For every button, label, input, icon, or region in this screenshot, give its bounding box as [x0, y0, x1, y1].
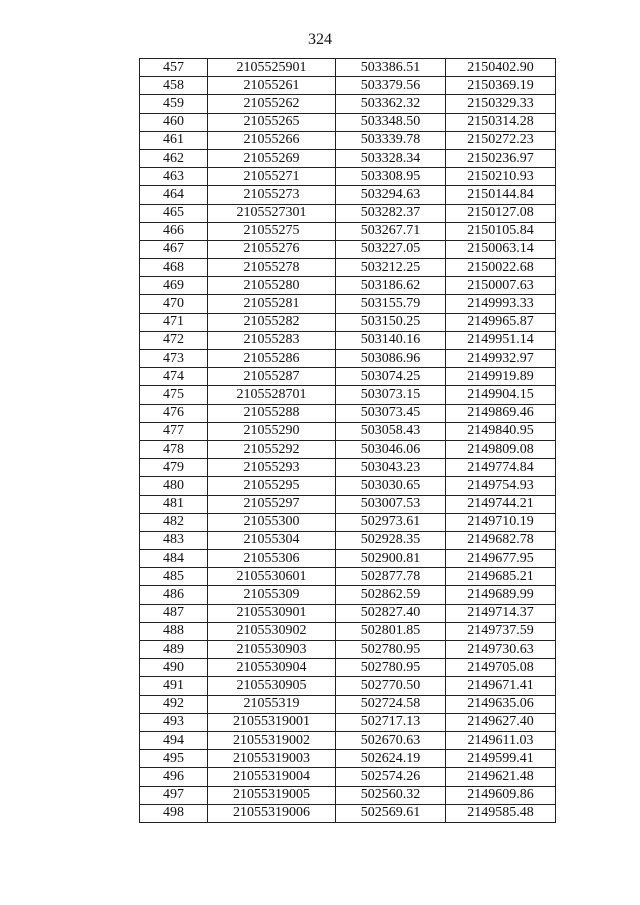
x-coordinate-cell: 503073.15: [336, 386, 446, 404]
y-coordinate-cell: 2149609.86: [446, 786, 556, 804]
row-number-cell: 473: [140, 350, 208, 368]
point-id-cell: 21055295: [208, 477, 336, 495]
point-id-cell: 2105530601: [208, 568, 336, 586]
x-coordinate-cell: 502780.95: [336, 659, 446, 677]
y-coordinate-cell: 2149754.93: [446, 477, 556, 495]
row-number-cell: 481: [140, 495, 208, 513]
row-number-cell: 493: [140, 713, 208, 731]
x-coordinate-cell: 503362.32: [336, 95, 446, 113]
x-coordinate-cell: 502900.81: [336, 550, 446, 568]
point-id-cell: 21055292: [208, 440, 336, 458]
x-coordinate-cell: 503227.05: [336, 240, 446, 258]
x-coordinate-cell: 502770.50: [336, 677, 446, 695]
point-id-cell: 21055280: [208, 277, 336, 295]
y-coordinate-cell: 2149689.99: [446, 586, 556, 604]
x-coordinate-cell: 503294.63: [336, 186, 446, 204]
row-number-cell: 468: [140, 259, 208, 277]
point-id-cell: 21055319002: [208, 731, 336, 749]
row-number-cell: 480: [140, 477, 208, 495]
x-coordinate-cell: 502560.32: [336, 786, 446, 804]
point-id-cell: 21055281: [208, 295, 336, 313]
table-row: [140, 404, 556, 422]
y-coordinate-cell: 2150314.28: [446, 113, 556, 131]
point-id-cell: 21055276: [208, 240, 336, 258]
table-row: [140, 77, 556, 95]
row-number-cell: 466: [140, 222, 208, 240]
table-row: [140, 768, 556, 786]
row-number-cell: 484: [140, 550, 208, 568]
table-row: [140, 313, 556, 331]
x-coordinate-cell: 503386.51: [336, 59, 446, 77]
y-coordinate-cell: 2149714.37: [446, 604, 556, 622]
x-coordinate-cell: 502574.26: [336, 768, 446, 786]
table-row: [140, 186, 556, 204]
point-id-cell: 21055288: [208, 404, 336, 422]
point-id-cell: 21055287: [208, 368, 336, 386]
table-row: [140, 386, 556, 404]
x-coordinate-cell: 503379.56: [336, 77, 446, 95]
point-id-cell: 2105530901: [208, 604, 336, 622]
x-coordinate-cell: 502724.58: [336, 695, 446, 713]
point-id-cell: 21055319005: [208, 786, 336, 804]
point-id-cell: 2105530903: [208, 641, 336, 659]
point-id-cell: 21055265: [208, 113, 336, 131]
row-number-cell: 497: [140, 786, 208, 804]
coordinates-table-body: [140, 59, 556, 823]
y-coordinate-cell: 2150402.90: [446, 59, 556, 77]
row-number-cell: 492: [140, 695, 208, 713]
row-number-cell: 479: [140, 459, 208, 477]
x-coordinate-cell: 502801.85: [336, 622, 446, 640]
y-coordinate-cell: 2149774.84: [446, 459, 556, 477]
x-coordinate-cell: 503282.37: [336, 204, 446, 222]
row-number-cell: 487: [140, 604, 208, 622]
table-row: [140, 786, 556, 804]
row-number-cell: 476: [140, 404, 208, 422]
y-coordinate-cell: 2150329.33: [446, 95, 556, 113]
table-row: [140, 659, 556, 677]
y-coordinate-cell: 2149737.59: [446, 622, 556, 640]
row-number-cell: 489: [140, 641, 208, 659]
point-id-cell: 2105530902: [208, 622, 336, 640]
point-id-cell: 21055262: [208, 95, 336, 113]
y-coordinate-cell: 2150007.63: [446, 277, 556, 295]
y-coordinate-cell: 2150236.97: [446, 149, 556, 167]
point-id-cell: 21055304: [208, 531, 336, 549]
x-coordinate-cell: 502670.63: [336, 731, 446, 749]
point-id-cell: 21055261: [208, 77, 336, 95]
x-coordinate-cell: 503074.25: [336, 368, 446, 386]
y-coordinate-cell: 2149677.95: [446, 550, 556, 568]
x-coordinate-cell: 503186.62: [336, 277, 446, 295]
row-number-cell: 490: [140, 659, 208, 677]
table-row: [140, 677, 556, 695]
y-coordinate-cell: 2149809.08: [446, 440, 556, 458]
point-id-cell: 21055319006: [208, 804, 336, 822]
row-number-cell: 494: [140, 731, 208, 749]
table-row: [140, 350, 556, 368]
y-coordinate-cell: 2149744.21: [446, 495, 556, 513]
table-row: [140, 477, 556, 495]
y-coordinate-cell: 2150127.08: [446, 204, 556, 222]
table-row: [140, 59, 556, 77]
point-id-cell: 2105530905: [208, 677, 336, 695]
x-coordinate-cell: 503073.45: [336, 404, 446, 422]
y-coordinate-cell: 2149682.78: [446, 531, 556, 549]
point-id-cell: 2105527301: [208, 204, 336, 222]
y-coordinate-cell: 2149951.14: [446, 331, 556, 349]
row-number-cell: 474: [140, 368, 208, 386]
y-coordinate-cell: 2149904.15: [446, 386, 556, 404]
row-number-cell: 483: [140, 531, 208, 549]
point-id-cell: 21055278: [208, 259, 336, 277]
coordinates-table: [139, 58, 556, 823]
x-coordinate-cell: 503140.16: [336, 331, 446, 349]
x-coordinate-cell: 503007.53: [336, 495, 446, 513]
row-number-cell: 460: [140, 113, 208, 131]
table-row: [140, 259, 556, 277]
row-number-cell: 458: [140, 77, 208, 95]
table-row: [140, 531, 556, 549]
row-number-cell: 495: [140, 750, 208, 768]
x-coordinate-cell: 503046.06: [336, 440, 446, 458]
point-id-cell: 21055275: [208, 222, 336, 240]
table-row: [140, 604, 556, 622]
x-coordinate-cell: 503339.78: [336, 131, 446, 149]
row-number-cell: 469: [140, 277, 208, 295]
row-number-cell: 467: [140, 240, 208, 258]
y-coordinate-cell: 2149585.48: [446, 804, 556, 822]
y-coordinate-cell: 2149869.46: [446, 404, 556, 422]
x-coordinate-cell: 502973.61: [336, 513, 446, 531]
x-coordinate-cell: 503058.43: [336, 422, 446, 440]
y-coordinate-cell: 2149611.03: [446, 731, 556, 749]
row-number-cell: 459: [140, 95, 208, 113]
table-row: [140, 240, 556, 258]
table-row: [140, 331, 556, 349]
point-id-cell: 21055319004: [208, 768, 336, 786]
x-coordinate-cell: 503150.25: [336, 313, 446, 331]
x-coordinate-cell: 503267.71: [336, 222, 446, 240]
point-id-cell: 21055300: [208, 513, 336, 531]
row-number-cell: 463: [140, 168, 208, 186]
row-number-cell: 491: [140, 677, 208, 695]
table-row: [140, 750, 556, 768]
table-row: [140, 731, 556, 749]
x-coordinate-cell: 502569.61: [336, 804, 446, 822]
table-row: [140, 440, 556, 458]
x-coordinate-cell: 502862.59: [336, 586, 446, 604]
table-row: [140, 368, 556, 386]
x-coordinate-cell: 503212.25: [336, 259, 446, 277]
row-number-cell: 486: [140, 586, 208, 604]
point-id-cell: 2105530904: [208, 659, 336, 677]
point-id-cell: 21055290: [208, 422, 336, 440]
row-number-cell: 462: [140, 149, 208, 167]
table-row: [140, 168, 556, 186]
x-coordinate-cell: 502780.95: [336, 641, 446, 659]
x-coordinate-cell: 503348.50: [336, 113, 446, 131]
y-coordinate-cell: 2149730.63: [446, 641, 556, 659]
row-number-cell: 482: [140, 513, 208, 531]
point-id-cell: 21055319: [208, 695, 336, 713]
y-coordinate-cell: 2149710.19: [446, 513, 556, 531]
table-row: [140, 513, 556, 531]
point-id-cell: 21055319001: [208, 713, 336, 731]
table-row: [140, 222, 556, 240]
table-row: [140, 586, 556, 604]
table-row: [140, 277, 556, 295]
x-coordinate-cell: 503030.65: [336, 477, 446, 495]
row-number-cell: 470: [140, 295, 208, 313]
y-coordinate-cell: 2149919.89: [446, 368, 556, 386]
y-coordinate-cell: 2149599.41: [446, 750, 556, 768]
x-coordinate-cell: 503086.96: [336, 350, 446, 368]
point-id-cell: 2105525901: [208, 59, 336, 77]
x-coordinate-cell: 502717.13: [336, 713, 446, 731]
row-number-cell: 485: [140, 568, 208, 586]
table-row: [140, 804, 556, 822]
point-id-cell: 21055286: [208, 350, 336, 368]
row-number-cell: 471: [140, 313, 208, 331]
point-id-cell: 21055319003: [208, 750, 336, 768]
row-number-cell: 488: [140, 622, 208, 640]
y-coordinate-cell: 2150144.84: [446, 186, 556, 204]
table-row: [140, 622, 556, 640]
x-coordinate-cell: 502877.78: [336, 568, 446, 586]
table-row: [140, 459, 556, 477]
table-row: [140, 422, 556, 440]
point-id-cell: 2105528701: [208, 386, 336, 404]
table-row: [140, 95, 556, 113]
y-coordinate-cell: 2150210.93: [446, 168, 556, 186]
y-coordinate-cell: 2149965.87: [446, 313, 556, 331]
y-coordinate-cell: 2150063.14: [446, 240, 556, 258]
y-coordinate-cell: 2149705.08: [446, 659, 556, 677]
y-coordinate-cell: 2149671.41: [446, 677, 556, 695]
y-coordinate-cell: 2149840.95: [446, 422, 556, 440]
table-row: [140, 550, 556, 568]
point-id-cell: 21055306: [208, 550, 336, 568]
row-number-cell: 498: [140, 804, 208, 822]
table-row: [140, 131, 556, 149]
y-coordinate-cell: 2150272.23: [446, 131, 556, 149]
x-coordinate-cell: 503328.34: [336, 149, 446, 167]
table-row: [140, 713, 556, 731]
row-number-cell: 472: [140, 331, 208, 349]
point-id-cell: 21055283: [208, 331, 336, 349]
x-coordinate-cell: 502827.40: [336, 604, 446, 622]
point-id-cell: 21055266: [208, 131, 336, 149]
row-number-cell: 461: [140, 131, 208, 149]
point-id-cell: 21055273: [208, 186, 336, 204]
x-coordinate-cell: 502624.19: [336, 750, 446, 768]
point-id-cell: 21055269: [208, 149, 336, 167]
x-coordinate-cell: 503308.95: [336, 168, 446, 186]
row-number-cell: 464: [140, 186, 208, 204]
table-row: [140, 295, 556, 313]
table-row: [140, 204, 556, 222]
y-coordinate-cell: 2149635.06: [446, 695, 556, 713]
table-row: [140, 113, 556, 131]
point-id-cell: 21055271: [208, 168, 336, 186]
page-number: 324: [308, 31, 332, 48]
y-coordinate-cell: 2149993.33: [446, 295, 556, 313]
y-coordinate-cell: 2150105.84: [446, 222, 556, 240]
x-coordinate-cell: 503043.23: [336, 459, 446, 477]
table-row: [140, 149, 556, 167]
table-row: [140, 695, 556, 713]
row-number-cell: 496: [140, 768, 208, 786]
x-coordinate-cell: 502928.35: [336, 531, 446, 549]
row-number-cell: 478: [140, 440, 208, 458]
x-coordinate-cell: 503155.79: [336, 295, 446, 313]
table-row: [140, 641, 556, 659]
row-number-cell: 457: [140, 59, 208, 77]
y-coordinate-cell: 2149627.40: [446, 713, 556, 731]
point-id-cell: 21055282: [208, 313, 336, 331]
row-number-cell: 475: [140, 386, 208, 404]
point-id-cell: 21055309: [208, 586, 336, 604]
table-row: [140, 495, 556, 513]
point-id-cell: 21055297: [208, 495, 336, 513]
table-row: [140, 568, 556, 586]
y-coordinate-cell: 2149621.48: [446, 768, 556, 786]
row-number-cell: 477: [140, 422, 208, 440]
y-coordinate-cell: 2150022.68: [446, 259, 556, 277]
y-coordinate-cell: 2149685.21: [446, 568, 556, 586]
point-id-cell: 21055293: [208, 459, 336, 477]
y-coordinate-cell: 2150369.19: [446, 77, 556, 95]
y-coordinate-cell: 2149932.97: [446, 350, 556, 368]
row-number-cell: 465: [140, 204, 208, 222]
